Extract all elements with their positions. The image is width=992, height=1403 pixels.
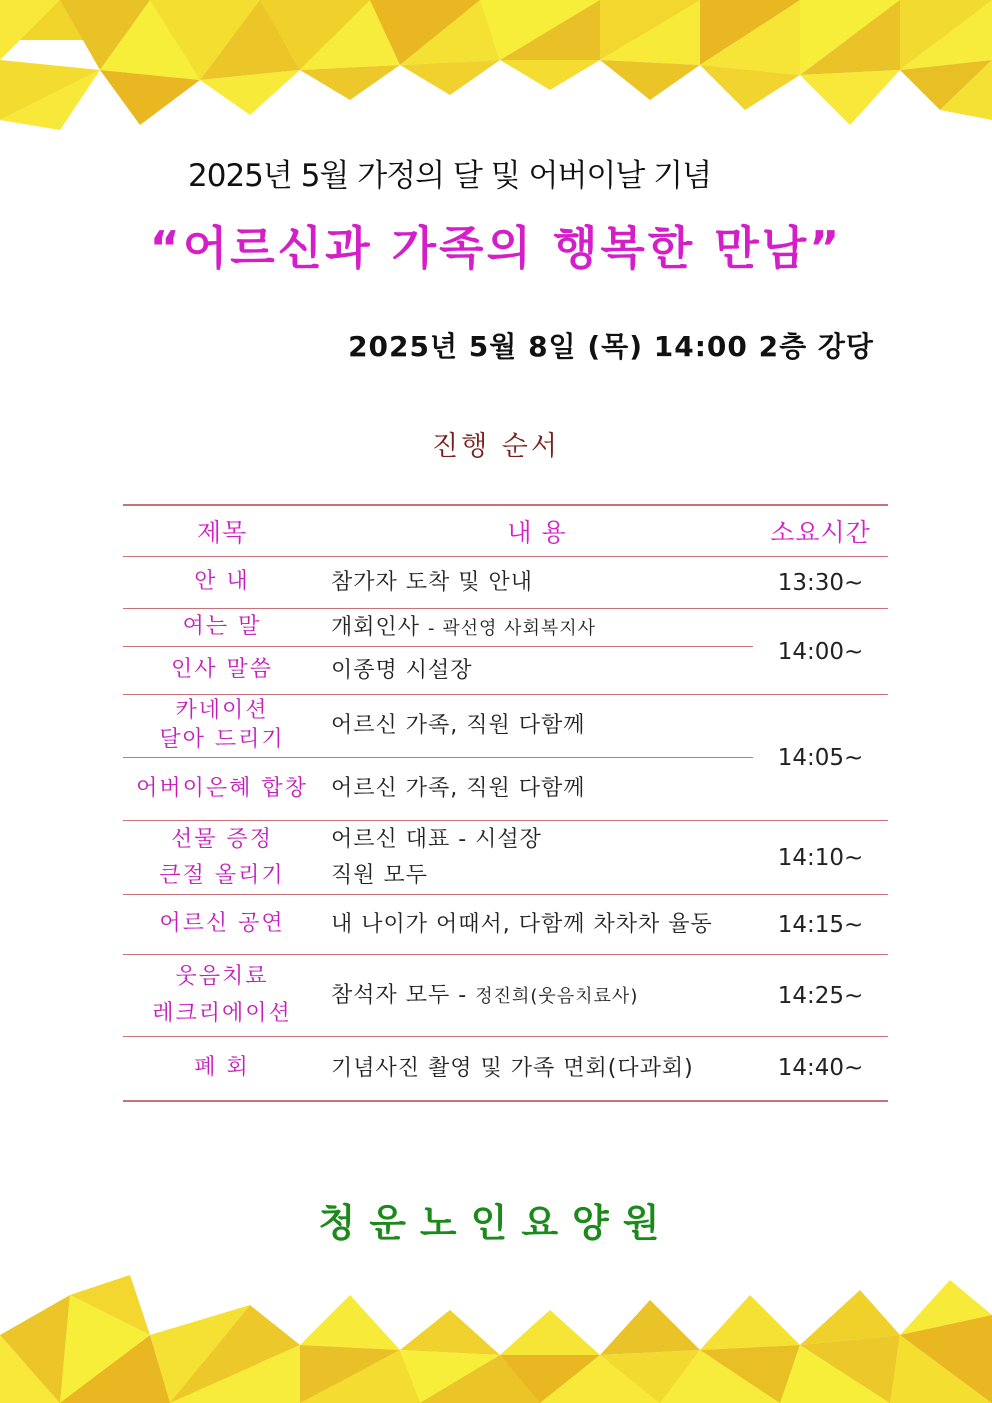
row-time: 14:40~ [753, 1037, 888, 1101]
event-date-location: 2025년 5월 8일 (목) 14:00 2층 강당 [348, 330, 874, 363]
title-line: 선물 증정 [170, 827, 273, 853]
table-header-row [123, 505, 888, 557]
row-title: 어버이은혜 합창 [123, 758, 321, 821]
row-time: 14:00~ [753, 609, 888, 695]
row-time: 14:05~ [753, 695, 888, 821]
event-subtitle: 2025년 5월 가정의 달 및 어버이날 기념 [188, 158, 712, 194]
row-content: 어르신 가족, 직원 다함께 [321, 758, 753, 821]
header-time: 소요시간 [753, 505, 888, 557]
title-line: 웃음치료 [175, 964, 269, 990]
top-triangle-band [0, 0, 992, 130]
content-note: - 곽선영 사회복지사 [428, 617, 597, 639]
row-title: 여는 말 [123, 609, 321, 647]
row-time: 13:30~ [753, 557, 888, 609]
row-title [123, 695, 321, 758]
event-title: “어르신과 가족의 행복한 만남” [149, 221, 843, 275]
table-row [123, 695, 888, 758]
row-content [321, 821, 753, 895]
table-row [123, 1037, 888, 1101]
row-title [123, 821, 321, 895]
row-title: 폐 회 [123, 1037, 321, 1101]
row-title: 인사 말씀 [123, 647, 321, 695]
row-content [321, 609, 753, 647]
program-table [123, 504, 888, 1102]
table-row [123, 821, 888, 895]
row-time: 14:10~ [753, 821, 888, 895]
program-order-heading: 진행 순서 [432, 431, 560, 462]
row-title: 어르신 공연 [123, 895, 321, 955]
title-line: 레크리에이션 [152, 1000, 292, 1026]
bottom-triangle-band [0, 1275, 992, 1403]
content-main: 개회인사 [331, 614, 421, 640]
table-row [123, 557, 888, 609]
row-content: 내 나이가 어때서, 다함께 차차차 율동 [321, 895, 753, 955]
content-main: 참석자 모두 - [331, 982, 468, 1008]
row-content: 참가자 도착 및 안내 [321, 557, 753, 609]
row-content: 어르신 가족, 직원 다함께 [321, 695, 753, 758]
table-row [123, 609, 888, 647]
row-title: 안 내 [123, 557, 321, 609]
row-title [123, 955, 321, 1037]
row-time: 14:25~ [753, 955, 888, 1037]
header-title: 제목 [123, 505, 321, 557]
title-line: 달아 드리기 [159, 727, 285, 752]
content-line: 직원 모두 [331, 862, 429, 888]
header-content: 내 용 [321, 505, 753, 557]
row-content: 이종명 시설장 [321, 647, 753, 695]
title-line: 카네이션 [175, 698, 269, 724]
content-line: 어르신 대표 - 시설장 [331, 827, 542, 853]
organization-name: 청운노인요양원 [318, 1201, 674, 1245]
row-content [321, 955, 753, 1037]
table-row [123, 895, 888, 955]
title-line: 큰절 올리기 [159, 862, 285, 888]
row-content: 기념사진 촬영 및 가족 면회(다과회) [321, 1037, 753, 1101]
row-time: 14:15~ [753, 895, 888, 955]
table-row [123, 955, 888, 1037]
content-note: 정진희(웃음치료사) [475, 985, 639, 1007]
